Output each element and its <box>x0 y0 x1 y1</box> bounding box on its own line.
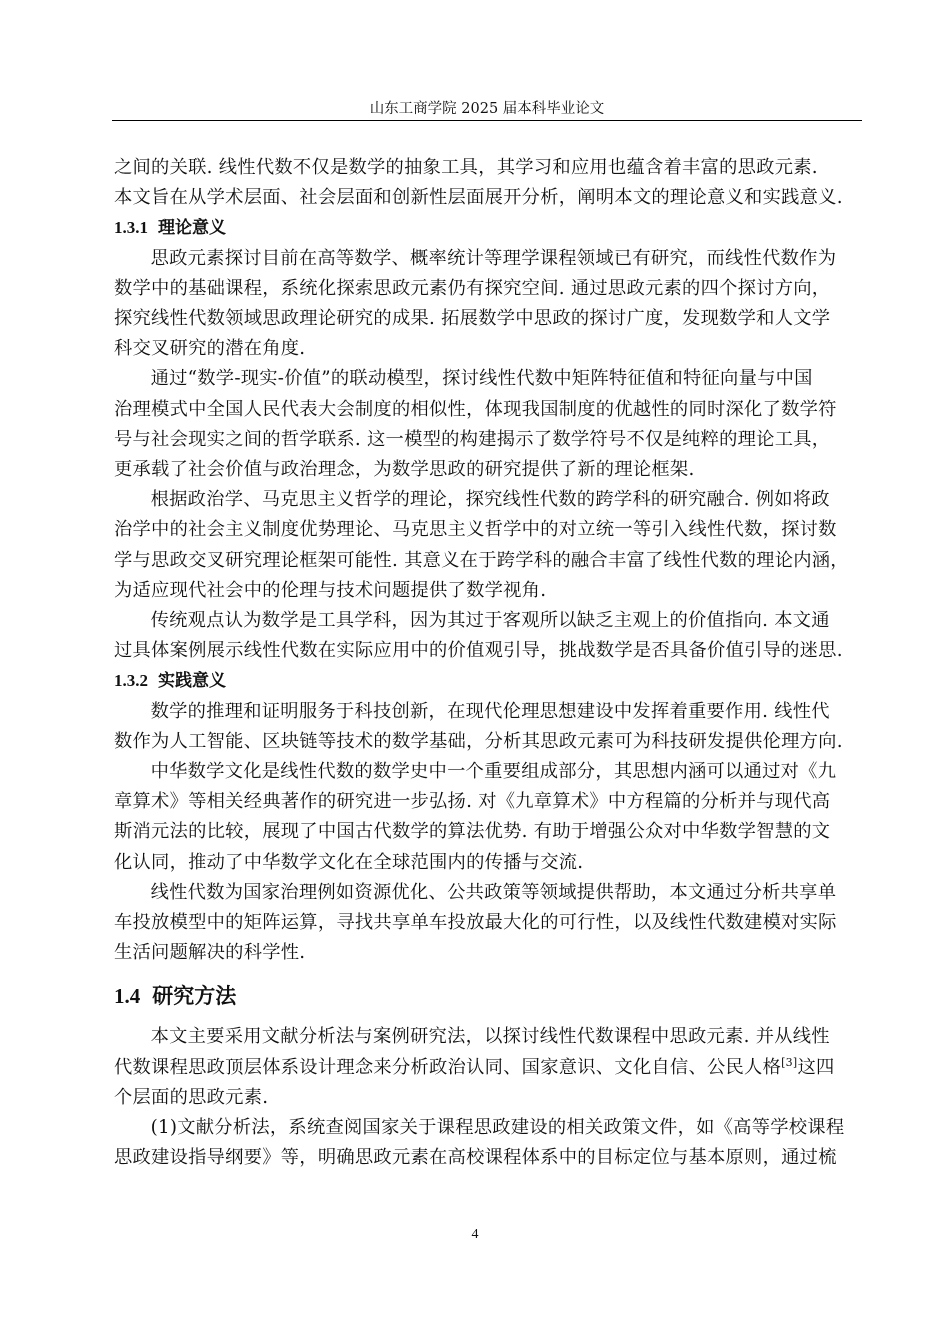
text-line: (1)文献分析法，系统查阅国家关于课程思政建设的相关政策文件，如《高等学校课程 <box>150 1117 845 1139</box>
text-line: 车投放模型中的矩阵运算，寻找共享单车投放最大化的可行性，以及线性代数建模对实际 <box>114 912 837 934</box>
text-line: 科交叉研究的潜在角度. <box>114 338 306 360</box>
text-line: 学与思政交叉研究理论框架可能性. 其意义在于跨学科的融合丰富了线性代数的理论内涵， <box>114 549 849 571</box>
text-line: 数作为人工智能、区块链等技术的数学基础，分析其思政元素可为科技研发提供伦理方向. <box>114 730 843 752</box>
text-line <box>114 1053 858 1083</box>
text-line: 思政建设指导纲要》等，明确思政元素在高校课程体系中的目标定位与基本原则，通过梳 <box>114 1147 837 1169</box>
paragraph <box>114 878 858 969</box>
text-line: 更承载了社会价值与政治理念，为数学思政的研究提供了新的理论框架. <box>114 459 695 481</box>
text-line: 探究线性代数领域思政理论研究的成果. 拓展数学中思政的探讨广度，发现数学和人文学 <box>114 308 831 330</box>
section-heading-1-3-1 <box>114 213 858 243</box>
section-heading-1-4 <box>114 976 858 1016</box>
text-line: 通过“数学-现实-价值”的联动模型，探讨线性代数中矩阵特征值和特征向量与中国 <box>150 368 813 390</box>
citation-reference[interactable]: [3] <box>781 1055 798 1069</box>
text-line: 数学的推理和证明服务于科技创新，在现代伦理思想建设中发挥着重要作用. 线性代 <box>150 700 830 722</box>
text-line: 本文旨在从学术层面、社会层面和创新性层面展开分析，阐明本文的理论意义和实践意义. <box>114 187 843 209</box>
text-line: 线性代数为国家治理例如资源优化、公共政策等领域提供帮助，本文通过分析共享单 <box>150 881 837 903</box>
text-line: 为适应现代社会中的伦理与技术问题提供了数学视角. <box>114 579 547 601</box>
text-line: 思政元素探讨目前在高等数学、概率统计等理学课程领域已有研究，而线性代数作为 <box>150 247 837 269</box>
paragraph <box>114 757 858 878</box>
header-rule <box>112 120 862 121</box>
paragraph <box>114 485 858 606</box>
text-line: 传统观点认为数学是工具学科，因为其过于客观所以缺乏主观上的价值指向. 本文通 <box>150 610 830 632</box>
text-line: 生活问题解决的科学性. <box>114 942 306 964</box>
text-line: 中华数学文化是线性代数的数学史中一个重要组成部分，其思想内涵可以通过对《九 <box>150 761 837 783</box>
text-line: 治理模式中全国人民代表大会制度的相似性，体现我国制度的优越性的同时深化了数学符 <box>114 398 837 420</box>
text-segment: 这四 <box>797 1056 835 1078</box>
section-number: 1.3.1 <box>114 218 148 238</box>
text-line: 个层面的思政元素. <box>114 1086 269 1108</box>
running-header: 山东工商学院 2025 届本科毕业论文 <box>369 101 605 117</box>
section-number: 1.3.2 <box>114 671 148 691</box>
section-title: 研究方法 <box>152 983 237 1009</box>
text-line: 根据政治学、马克思主义哲学的理论，探究线性代数的跨学科的研究融合. 例如将政 <box>150 489 830 511</box>
section-title: 理论意义 <box>158 218 226 239</box>
text-line: 斯消元法的比较，展现了中国古代数学的算法优势. 有助于增强公众对中华数学智慧的文 <box>114 821 831 843</box>
paragraph <box>114 1113 858 1173</box>
text-line: 治学中的社会主义制度优势理论、马克思主义哲学中的对立统一等引入线性代数，探讨数 <box>114 519 837 541</box>
page-number: 4 <box>471 1227 479 1242</box>
text-line: 数学中的基础课程，系统化探索思政元素仍有探究空间. 通过思政元素的四个探讨方向， <box>114 277 831 299</box>
section-number: 1.4 <box>114 984 141 1009</box>
text-segment: 代数课程思政顶层体系设计理念来分析政治认同、国家意识、文化自信、公民人格 <box>114 1056 782 1078</box>
body-text <box>114 153 858 1174</box>
paragraph <box>114 244 858 365</box>
paragraph <box>114 697 858 757</box>
text-line: 化认同，推动了中华数学文化在全球范围内的传播与交流. <box>114 851 584 873</box>
section-heading-1-3-2 <box>114 666 858 696</box>
text-line: 之间的关联. 线性代数不仅是数学的抽象工具，其学习和应用也蕴含着丰富的思政元素. <box>114 157 818 178</box>
paragraph <box>114 1022 858 1113</box>
paragraph <box>114 606 858 666</box>
text-line: 章算术》等相关经典著作的研究进一步弘扬. 对《九章算术》中方程篇的分析并与现代高 <box>114 791 831 813</box>
section-title: 实践意义 <box>158 671 226 692</box>
paragraph <box>114 364 858 485</box>
text-line: 号与社会现实之间的哲学联系. 这一模型的构建揭示了数学符号不仅是纯粹的理论工具， <box>114 428 831 450</box>
text-line: 过具体案例展示线性代数在实际应用中的价值观引导，挑战数学是否具备价值引导的迷思. <box>114 640 843 662</box>
text-line: 本文主要采用文献分析法与案例研究法，以探讨线性代数课程中思政元素. 并从线性 <box>150 1026 830 1048</box>
